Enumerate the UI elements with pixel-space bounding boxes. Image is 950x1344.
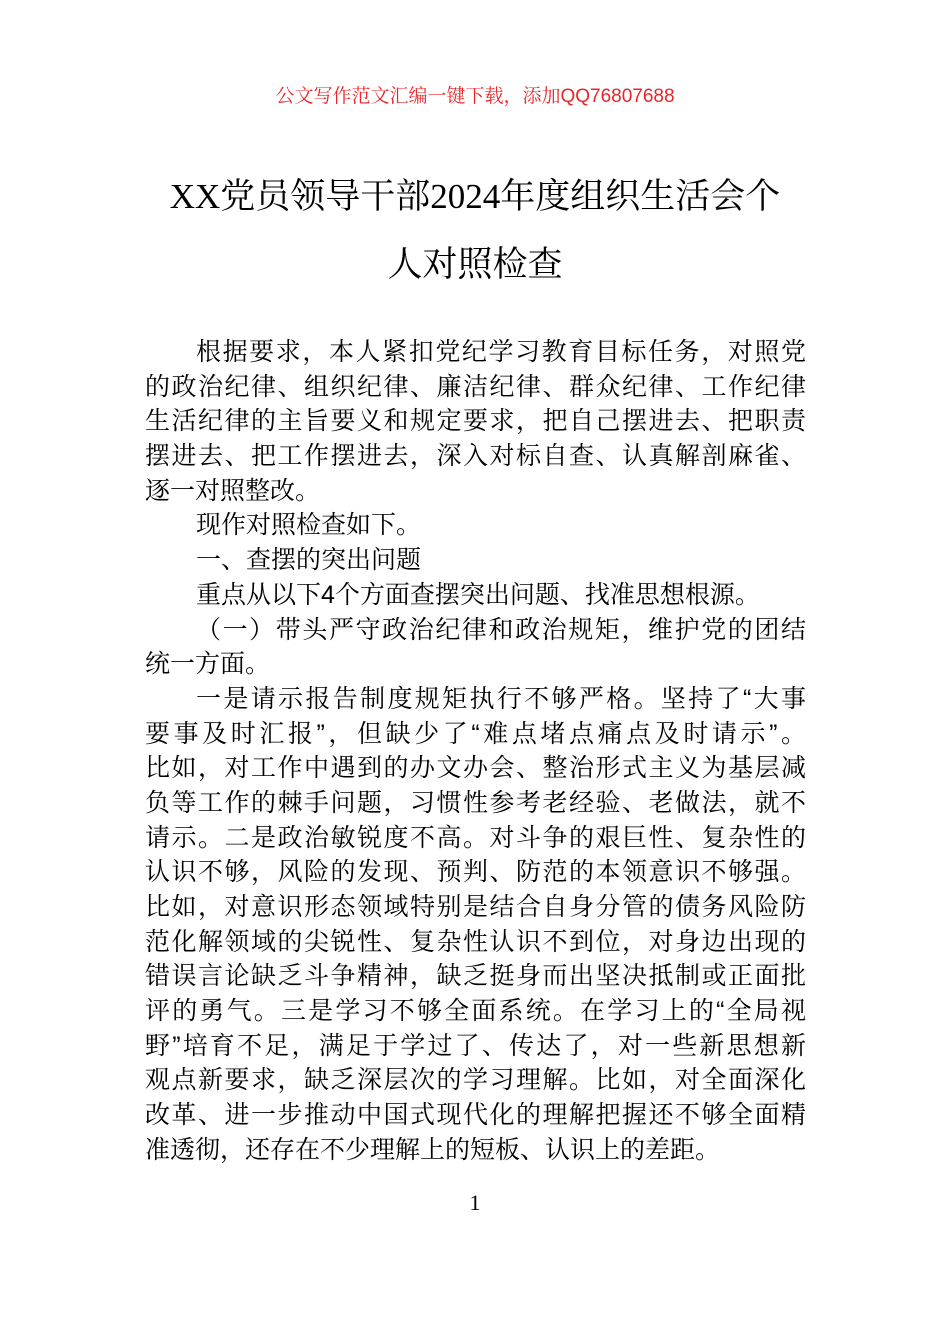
text-line: 逐一对照整改。 bbox=[145, 476, 321, 505]
paragraph bbox=[145, 613, 806, 682]
paragraph bbox=[145, 335, 806, 508]
page-number: 1 bbox=[469, 1190, 481, 1215]
text-line: 统一方面。 bbox=[145, 650, 271, 679]
download-banner: 公文写作范文汇编一键下载，添加QQ76807688 bbox=[275, 86, 675, 107]
text-line: 错误言论缺乏斗争精神，缺乏挺身而出坚决抵制或正面批 bbox=[145, 962, 806, 991]
text-line: 野”培育不足，满足于学过了、传达了，对一些新思想新 bbox=[145, 1031, 806, 1060]
text-line: 现作对照检查如下。 bbox=[196, 511, 422, 540]
text-line: 范化解领域的尖锐性、复杂性认识不到位，对身边出现的 bbox=[145, 927, 806, 956]
text-line: （一）带头严守政治纪律和政治规矩，维护党的团结 bbox=[196, 615, 806, 644]
text-line: 认识不够，风险的发现、预判、防范的本领意识不够强。 bbox=[145, 858, 806, 887]
text-line: 评的勇气。三是学习不够全面系统。在学习上的“全局视 bbox=[145, 997, 806, 1026]
text-line: 重点从以下4个方面查摆突出问题、找准思想根源。 bbox=[196, 580, 760, 609]
text-line: 生活纪律的主旨要义和规定要求，把自己摆进去、把职责 bbox=[145, 407, 806, 436]
text-line: 准透彻，还存在不少理解上的短板、认识上的差距。 bbox=[145, 1135, 721, 1164]
paragraph bbox=[145, 508, 806, 543]
text-line: 一是请示报告制度规矩执行不够严格。坚持了“大事 bbox=[196, 684, 806, 713]
text-line: 观点新要求，缺乏深层次的学习理解。比如，对全面深化 bbox=[145, 1066, 806, 1095]
paragraph bbox=[145, 682, 806, 1168]
document-title-line-1: XX党员领导干部2024年度组织生活会个 bbox=[169, 177, 781, 216]
text-line: 摆进去、把工作摆进去，深入对标自查、认真解剖麻雀、 bbox=[145, 442, 806, 471]
text-line: 比如，对工作中遇到的办文办会、整治形式主义为基层减 bbox=[145, 754, 806, 783]
text-line: 一、查摆的突出问题 bbox=[196, 546, 422, 575]
text-line: 要事及时汇报”，但缺少了“难点堵点痛点及时请示”。 bbox=[145, 719, 806, 748]
document-body bbox=[145, 335, 806, 1168]
text-line: 根据要求，本人紧扣党纪学习教育目标任务，对照党 bbox=[196, 338, 806, 366]
text-line: 的政治纪律、组织纪律、廉洁纪律、群众纪律、工作纪律 bbox=[145, 372, 806, 401]
text-line: 改革、进一步推动中国式现代化的理解把握还不够全面精 bbox=[145, 1101, 806, 1130]
document-title-line-2: 人对照检查 bbox=[387, 245, 563, 284]
text-line: 请示。二是政治敏锐度不高。对斗争的艰巨性、复杂性的 bbox=[145, 823, 806, 852]
text-line: 负等工作的棘手问题，习惯性参考老经验、老做法，就不 bbox=[145, 788, 806, 817]
paragraph bbox=[145, 543, 806, 578]
text-line: 比如，对意识形态领域特别是结合自身分管的债务风险防 bbox=[145, 893, 806, 921]
paragraph bbox=[145, 578, 806, 613]
